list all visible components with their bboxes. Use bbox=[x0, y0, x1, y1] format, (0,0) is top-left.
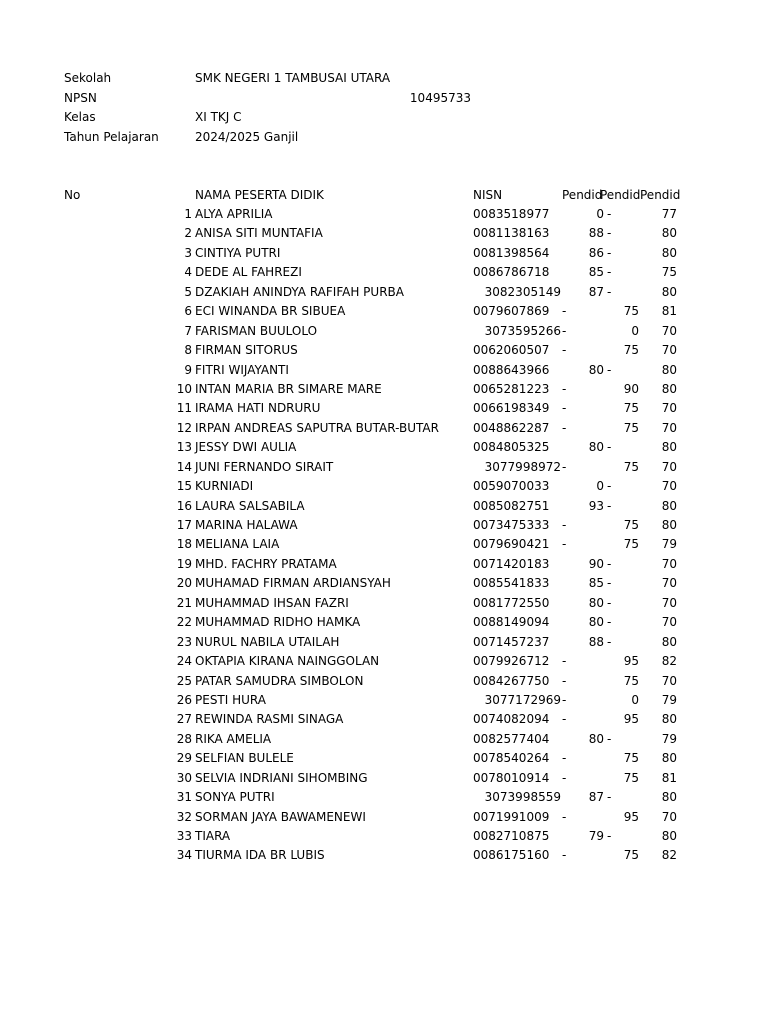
score-pendid-3: 79 bbox=[661, 537, 677, 552]
score-pendid-3: 70 bbox=[661, 343, 677, 358]
student-nisn: 0065281223 bbox=[473, 381, 550, 396]
student-name: DZAKIAH ANINDYA RAFIFAH PURBA bbox=[195, 284, 404, 299]
score-separator: - bbox=[562, 381, 567, 396]
row-number: 32 bbox=[176, 809, 192, 824]
table-row bbox=[0, 244, 768, 263]
row-number: 15 bbox=[176, 479, 192, 494]
student-name: FIRMAN SITORUS bbox=[195, 343, 298, 358]
score-separator: - bbox=[562, 537, 567, 552]
row-number: 22 bbox=[176, 615, 192, 630]
row-number: 30 bbox=[176, 770, 192, 785]
table-row bbox=[0, 302, 768, 321]
score-pendid-2: 75 bbox=[623, 673, 639, 688]
score-pendid-3: 80 bbox=[661, 712, 677, 727]
score-separator: - bbox=[607, 226, 612, 241]
student-name: TIARA bbox=[195, 829, 231, 843]
row-number: 34 bbox=[176, 848, 192, 863]
table-row bbox=[0, 788, 768, 807]
score-separator: - bbox=[562, 323, 567, 338]
table-row bbox=[0, 710, 768, 729]
score-pendid-1: 86 bbox=[588, 245, 604, 260]
row-number: 10 bbox=[176, 381, 192, 396]
table-row bbox=[0, 341, 768, 360]
score-pendid-2: 75 bbox=[623, 751, 639, 766]
score-separator: - bbox=[607, 265, 612, 280]
score-separator: - bbox=[607, 207, 612, 221]
score-pendid-1: 79 bbox=[588, 829, 604, 843]
student-name: RIKA AMELIA bbox=[195, 731, 272, 746]
row-number: 14 bbox=[176, 459, 192, 474]
row-number: 24 bbox=[176, 654, 192, 669]
row-number: 5 bbox=[184, 284, 192, 299]
student-nisn: 0086786718 bbox=[473, 265, 550, 280]
score-pendid-2: 95 bbox=[623, 809, 639, 824]
student-name: KURNIADI bbox=[195, 479, 254, 494]
score-pendid-3: 80 bbox=[661, 362, 677, 377]
student-nisn: 0062060507 bbox=[473, 343, 550, 358]
table-row bbox=[0, 283, 768, 302]
table-row bbox=[0, 633, 768, 652]
student-nisn: 0081398564 bbox=[473, 245, 550, 260]
score-pendid-2: 75 bbox=[623, 459, 639, 474]
student-name: NURUL NABILA UTAILAH bbox=[195, 634, 340, 649]
row-number: 18 bbox=[176, 537, 192, 552]
student-nisn: 3073998559 bbox=[484, 790, 561, 805]
score-pendid-3: 70 bbox=[661, 479, 677, 494]
score-separator: - bbox=[562, 712, 567, 727]
table-row bbox=[0, 458, 768, 477]
student-nisn: 0073475333 bbox=[473, 518, 550, 532]
table-row bbox=[0, 438, 768, 457]
score-separator: - bbox=[607, 362, 612, 377]
score-pendid-3: 80 bbox=[661, 245, 677, 260]
score-pendid-1: 88 bbox=[588, 226, 604, 241]
student-nisn: 0079926712 bbox=[473, 654, 550, 669]
row-number: 19 bbox=[176, 556, 192, 571]
student-nisn: 0088643966 bbox=[473, 362, 550, 377]
score-pendid-3: 80 bbox=[661, 226, 677, 241]
score-pendid-3: 77 bbox=[661, 207, 677, 221]
student-nisn: 0084805325 bbox=[473, 440, 550, 455]
row-number: 23 bbox=[176, 634, 192, 649]
score-pendid-1: 90 bbox=[588, 556, 604, 571]
table-row bbox=[0, 535, 768, 554]
score-separator: - bbox=[562, 692, 567, 707]
score-pendid-2: 75 bbox=[623, 420, 639, 435]
row-number: 4 bbox=[184, 265, 192, 280]
score-pendid-3: 80 bbox=[661, 498, 677, 513]
score-pendid-2: 75 bbox=[623, 518, 639, 532]
header-name: NAMA PESERTA DIDIK bbox=[195, 188, 324, 202]
score-pendid-2: 75 bbox=[623, 537, 639, 552]
tahun-label: Tahun Pelajaran bbox=[64, 130, 159, 144]
score-pendid-3: 70 bbox=[661, 809, 677, 824]
score-separator: - bbox=[562, 809, 567, 824]
student-name: ANISA SITI MUNTAFIA bbox=[195, 226, 323, 241]
score-separator: - bbox=[607, 556, 612, 571]
student-nisn: 3082305149 bbox=[484, 284, 561, 299]
student-nisn: 0074082094 bbox=[473, 712, 550, 727]
table-row bbox=[0, 574, 768, 593]
student-nisn: 0081772550 bbox=[473, 595, 550, 610]
score-pendid-3: 79 bbox=[661, 692, 677, 707]
table-row bbox=[0, 769, 768, 788]
score-pendid-3: 80 bbox=[661, 284, 677, 299]
student-name: IRAMA HATI NDRURU bbox=[195, 401, 321, 416]
table-row bbox=[0, 652, 768, 671]
score-pendid-3: 70 bbox=[661, 595, 677, 610]
student-name: REWINDA RASMI SINAGA bbox=[195, 712, 344, 727]
student-nisn: 0086175160 bbox=[473, 848, 550, 863]
table-row bbox=[0, 749, 768, 768]
score-pendid-1: 85 bbox=[588, 576, 604, 591]
score-pendid-3: 80 bbox=[661, 381, 677, 396]
student-name: CINTIYA PUTRI bbox=[195, 245, 281, 260]
row-number: 29 bbox=[176, 751, 192, 766]
table-row bbox=[0, 361, 768, 380]
score-separator: - bbox=[562, 518, 567, 532]
header-no: No bbox=[64, 188, 81, 202]
score-pendid-3: 81 bbox=[661, 304, 677, 319]
score-separator: - bbox=[562, 401, 567, 416]
score-pendid-3: 81 bbox=[661, 770, 677, 785]
score-separator: - bbox=[607, 634, 612, 649]
score-separator: - bbox=[562, 770, 567, 785]
table-row bbox=[0, 827, 768, 846]
student-name: IRPAN ANDREAS SAPUTRA BUTAR-BUTAR bbox=[195, 420, 439, 435]
meta-sekolah-row bbox=[0, 69, 768, 88]
kelas-value: XI TKJ C bbox=[195, 110, 242, 124]
student-nisn: 0085082751 bbox=[473, 498, 550, 513]
row-number: 33 bbox=[176, 829, 192, 843]
score-pendid-3: 80 bbox=[661, 634, 677, 649]
score-pendid-3: 70 bbox=[661, 420, 677, 435]
score-pendid-2: 75 bbox=[623, 770, 639, 785]
score-pendid-1: 0 bbox=[596, 207, 604, 221]
row-number: 27 bbox=[176, 712, 192, 727]
student-name: FARISMAN BUULOLO bbox=[195, 323, 318, 338]
score-pendid-1: 80 bbox=[588, 595, 604, 610]
row-number: 20 bbox=[176, 576, 192, 591]
score-pendid-2: 0 bbox=[631, 323, 639, 338]
score-pendid-1: 0 bbox=[596, 479, 604, 494]
score-pendid-1: 85 bbox=[588, 265, 604, 280]
table-row bbox=[0, 419, 768, 438]
score-pendid-2: 75 bbox=[623, 343, 639, 358]
header-nisn: NISN bbox=[473, 188, 503, 202]
row-number: 16 bbox=[176, 498, 192, 513]
student-name: SONYA PUTRI bbox=[195, 790, 275, 805]
student-name: JUNI FERNANDO SIRAIT bbox=[195, 459, 334, 474]
table-row bbox=[0, 613, 768, 632]
student-nisn: 0071457237 bbox=[473, 634, 550, 649]
score-pendid-2: 95 bbox=[623, 654, 639, 669]
student-name: ALYA APRILIA bbox=[195, 207, 273, 221]
table-row bbox=[0, 730, 768, 749]
student-nisn: 0071991009 bbox=[473, 809, 550, 824]
table-row bbox=[0, 808, 768, 827]
score-pendid-1: 80 bbox=[588, 440, 604, 455]
table-row bbox=[0, 846, 768, 865]
score-pendid-3: 70 bbox=[661, 576, 677, 591]
score-separator: - bbox=[607, 576, 612, 591]
table-row bbox=[0, 205, 768, 224]
student-name: LAURA SALSABILA bbox=[195, 498, 305, 513]
row-number: 3 bbox=[184, 245, 192, 260]
score-separator: - bbox=[562, 304, 567, 319]
student-nisn: 0083518977 bbox=[473, 207, 550, 221]
meta-tahun-row bbox=[0, 128, 768, 147]
score-pendid-1: 87 bbox=[588, 284, 604, 299]
student-name: SELFIAN BULELE bbox=[195, 751, 294, 766]
student-nisn: 0088149094 bbox=[473, 615, 550, 630]
row-number: 28 bbox=[176, 731, 192, 746]
student-name: TIURMA IDA BR LUBIS bbox=[195, 848, 325, 863]
header-pendid-3: Pendid bbox=[640, 188, 681, 202]
student-name: MUHAMMAD IHSAN FAZRI bbox=[195, 595, 349, 610]
student-name: JESSY DWI AULIA bbox=[195, 440, 297, 455]
score-separator: - bbox=[562, 420, 567, 435]
score-pendid-3: 70 bbox=[661, 401, 677, 416]
student-nisn: 0078540264 bbox=[473, 751, 550, 766]
score-pendid-1: 88 bbox=[588, 634, 604, 649]
score-pendid-2: 75 bbox=[623, 401, 639, 416]
score-pendid-1: 80 bbox=[588, 362, 604, 377]
row-number: 8 bbox=[184, 343, 192, 358]
student-nisn: 0081138163 bbox=[473, 226, 550, 241]
row-number: 17 bbox=[176, 518, 192, 532]
score-separator: - bbox=[562, 673, 567, 688]
row-number: 1 bbox=[184, 207, 192, 221]
score-pendid-3: 70 bbox=[661, 556, 677, 571]
row-number: 2 bbox=[184, 226, 192, 241]
score-separator: - bbox=[607, 829, 612, 843]
student-name: DEDE AL FAHREZI bbox=[195, 265, 302, 280]
table-row bbox=[0, 322, 768, 341]
row-number: 31 bbox=[176, 790, 192, 805]
score-pendid-3: 80 bbox=[661, 829, 677, 843]
score-separator: - bbox=[607, 284, 612, 299]
meta-kelas-row bbox=[0, 108, 768, 127]
score-separator: - bbox=[607, 245, 612, 260]
student-name: MARINA HALAWA bbox=[195, 518, 298, 532]
student-name: SORMAN JAYA BAWAMENEWI bbox=[195, 809, 366, 824]
table-row bbox=[0, 224, 768, 243]
table-row bbox=[0, 380, 768, 399]
score-separator: - bbox=[562, 848, 567, 863]
score-pendid-3: 82 bbox=[661, 654, 677, 669]
score-separator: - bbox=[607, 731, 612, 746]
student-nisn: 3077172969 bbox=[484, 692, 561, 707]
student-name: MHD. FACHRY PRATAMA bbox=[195, 556, 337, 571]
table-row bbox=[0, 497, 768, 516]
score-separator: - bbox=[607, 498, 612, 513]
table-row bbox=[0, 555, 768, 574]
score-separator: - bbox=[607, 615, 612, 630]
student-nisn: 0048862287 bbox=[473, 420, 550, 435]
header-pendid-2: Pendid bbox=[600, 188, 641, 202]
score-pendid-1: 87 bbox=[588, 790, 604, 805]
score-separator: - bbox=[562, 343, 567, 358]
npsn-label: NPSN bbox=[64, 91, 97, 105]
row-number: 21 bbox=[176, 595, 192, 610]
student-name: MELIANA LAIA bbox=[195, 537, 280, 552]
student-name: ECI WINANDA BR SIBUEA bbox=[195, 304, 346, 319]
student-nisn: 3077998972 bbox=[484, 459, 561, 474]
score-pendid-3: 70 bbox=[661, 459, 677, 474]
student-name: MUHAMAD FIRMAN ARDIANSYAH bbox=[195, 576, 391, 591]
table-row bbox=[0, 477, 768, 496]
score-pendid-2: 90 bbox=[623, 381, 639, 396]
student-nisn: 0082710875 bbox=[473, 829, 550, 843]
student-name: PATAR SAMUDRA SIMBOLON bbox=[195, 673, 364, 688]
header-pendid-1: Pendid bbox=[562, 188, 603, 202]
score-pendid-2: 75 bbox=[623, 848, 639, 863]
score-separator: - bbox=[607, 595, 612, 610]
score-separator: - bbox=[607, 479, 612, 494]
table-row bbox=[0, 594, 768, 613]
tahun-value: 2024/2025 Ganjil bbox=[195, 130, 299, 144]
row-number: 12 bbox=[176, 420, 192, 435]
row-number: 26 bbox=[176, 692, 192, 707]
score-pendid-3: 80 bbox=[661, 440, 677, 455]
row-number: 11 bbox=[176, 401, 192, 416]
score-pendid-3: 70 bbox=[661, 615, 677, 630]
student-nisn: 0084267750 bbox=[473, 673, 550, 688]
student-table-body bbox=[0, 205, 768, 866]
score-pendid-3: 80 bbox=[661, 751, 677, 766]
student-nisn: 0079607869 bbox=[473, 304, 550, 319]
npsn-value: 10495733 bbox=[409, 91, 471, 105]
table-row bbox=[0, 516, 768, 535]
row-number: 6 bbox=[184, 304, 192, 319]
table-row bbox=[0, 263, 768, 282]
student-name: PESTI HURA bbox=[195, 692, 266, 707]
student-nisn: 0082577404 bbox=[473, 731, 550, 746]
student-name: SELVIA INDRIANI SIHOMBING bbox=[195, 770, 368, 785]
sekolah-value: SMK NEGERI 1 TAMBUSAI UTARA bbox=[195, 71, 391, 85]
student-nisn: 3073595266 bbox=[484, 323, 561, 338]
score-pendid-3: 70 bbox=[661, 673, 677, 688]
score-pendid-1: 80 bbox=[588, 615, 604, 630]
score-separator: - bbox=[562, 751, 567, 766]
score-pendid-1: 80 bbox=[588, 731, 604, 746]
student-name: OKTAPIA KIRANA NAINGGOLAN bbox=[195, 654, 380, 669]
table-row bbox=[0, 672, 768, 691]
student-nisn: 0066198349 bbox=[473, 401, 550, 416]
score-pendid-1: 93 bbox=[588, 498, 604, 513]
student-name: INTAN MARIA BR SIMARE MARE bbox=[195, 381, 382, 396]
score-pendid-3: 82 bbox=[661, 848, 677, 863]
table-row bbox=[0, 691, 768, 710]
kelas-label: Kelas bbox=[64, 110, 96, 124]
student-name: FITRI WIJAYANTI bbox=[195, 362, 289, 377]
score-pendid-3: 80 bbox=[661, 518, 677, 532]
sekolah-label: Sekolah bbox=[64, 71, 112, 85]
score-pendid-2: 95 bbox=[623, 712, 639, 727]
row-number: 13 bbox=[176, 440, 192, 455]
row-number: 9 bbox=[184, 362, 192, 377]
score-separator: - bbox=[607, 440, 612, 455]
student-nisn: 0059070033 bbox=[473, 479, 550, 494]
student-nisn: 0078010914 bbox=[473, 770, 550, 785]
score-separator: - bbox=[562, 459, 567, 474]
row-number: 7 bbox=[184, 323, 192, 338]
score-pendid-3: 70 bbox=[661, 323, 677, 338]
score-pendid-2: 0 bbox=[631, 692, 639, 707]
score-pendid-3: 80 bbox=[661, 790, 677, 805]
score-pendid-2: 75 bbox=[623, 304, 639, 319]
meta-npsn-row bbox=[0, 89, 768, 108]
row-number: 25 bbox=[176, 673, 192, 688]
score-pendid-3: 79 bbox=[661, 731, 677, 746]
student-nisn: 0071420183 bbox=[473, 556, 550, 571]
student-nisn: 0079690421 bbox=[473, 537, 550, 552]
score-pendid-3: 75 bbox=[661, 265, 677, 280]
student-nisn: 0085541833 bbox=[473, 576, 550, 591]
score-separator: - bbox=[607, 790, 612, 805]
student-name: MUHAMMAD RIDHO HAMKA bbox=[195, 615, 361, 630]
table-row bbox=[0, 399, 768, 418]
score-separator: - bbox=[562, 654, 567, 669]
